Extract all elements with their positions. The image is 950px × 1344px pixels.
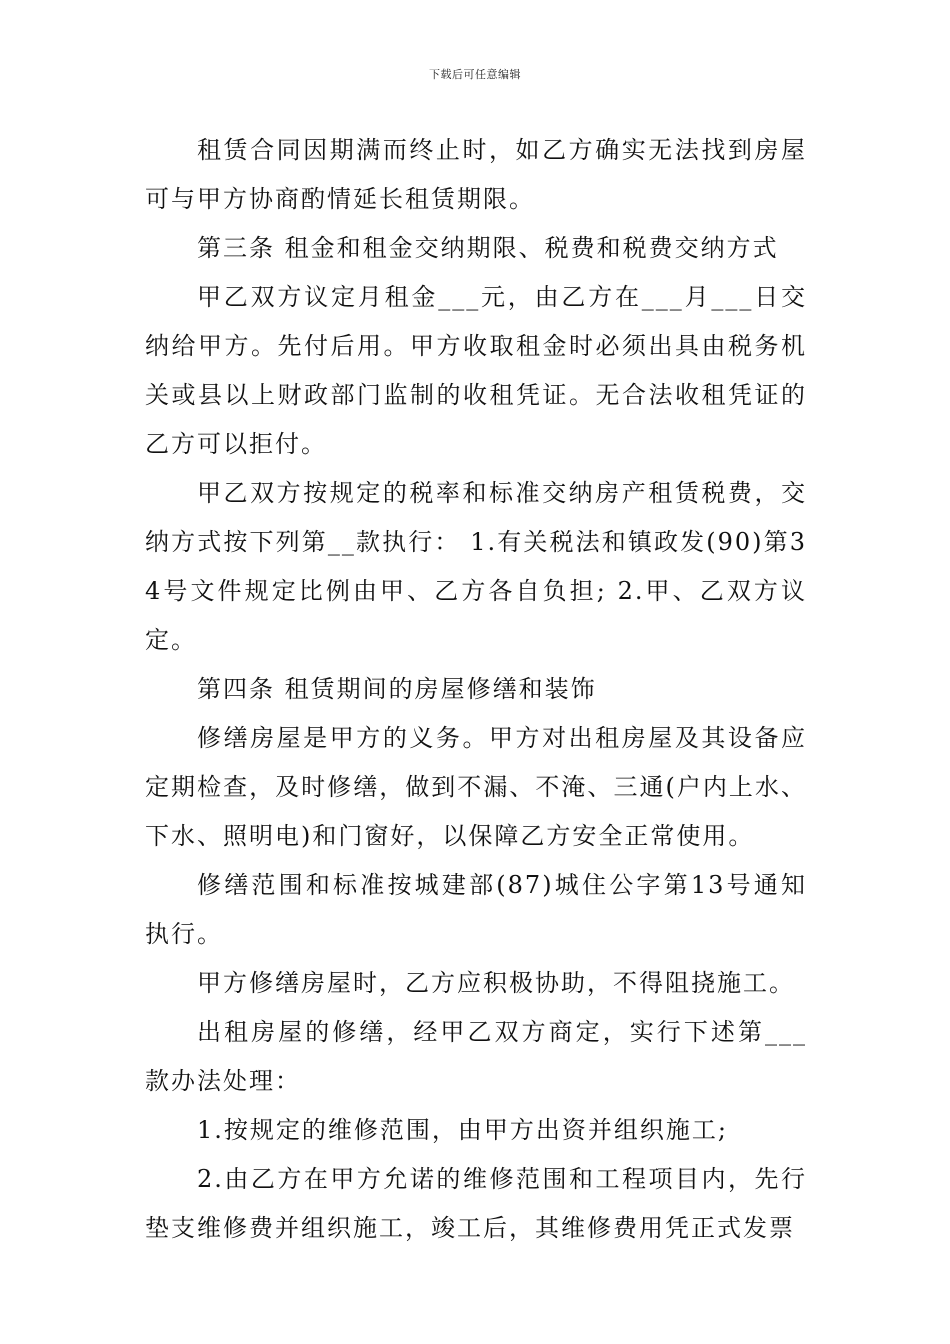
- paragraph-lease-extension: 租赁合同因期满而终止时，如乙方确实无法找到房屋可与甲方协商酌情延长租赁期限。: [145, 136, 807, 213]
- list-item-method-1: 1.按规定的维修范围，由甲方出资并组织施工;: [197, 1116, 728, 1144]
- heading-article-4: 第四条 租赁期间的房屋修缮和装饰: [197, 675, 597, 703]
- page-header: 下载后可任意编辑: [429, 68, 521, 81]
- document-body: [145, 126, 807, 1253]
- paragraph-tax-payment: 甲乙双方按规定的税率和标准交纳房产租赁税费，交纳方式按下列第__款执行： 1.有关税法和镇政发(90)第34号文件规定比例由甲、乙方各自负担; 2.甲、乙双方议定。: [145, 479, 807, 654]
- paragraph-repair-duty: 修缮房屋是甲方的义务。甲方对出租房屋及其设备应定期检查，及时修缮，做到不漏、不淹、三通(户内上水、下水、照明电)和门窗好，以保障乙方安全正常使用。: [145, 724, 807, 850]
- paragraph-repair-scope: 修缮范围和标准按城建部(87)城住公字第13号通知执行。: [145, 871, 807, 948]
- paragraph-repair-method: 出租房屋的修缮，经甲乙双方商定，实行下述第___款办法处理：: [145, 1018, 807, 1095]
- paragraph-repair-cooperation: 甲方修缮房屋时，乙方应积极协助，不得阻挠施工。: [197, 969, 795, 997]
- paragraph-rent-payment: 甲乙双方议定月租金___元，由乙方在___月___日交纳给甲方。先付后用。甲方收取租金时必须出具由税务机关或县以上财政部门监制的收租凭证。无合法收租凭证的乙方可以拒付。: [145, 283, 807, 458]
- list-item-method-2: 2.由乙方在甲方允诺的维修范围和工程项目内，先行垫支维修费并组织施工，竣工后，其维修费用凭正式发票: [145, 1165, 807, 1242]
- heading-article-3: 第三条 租金和租金交纳期限、税费和税费交纳方式: [197, 234, 779, 262]
